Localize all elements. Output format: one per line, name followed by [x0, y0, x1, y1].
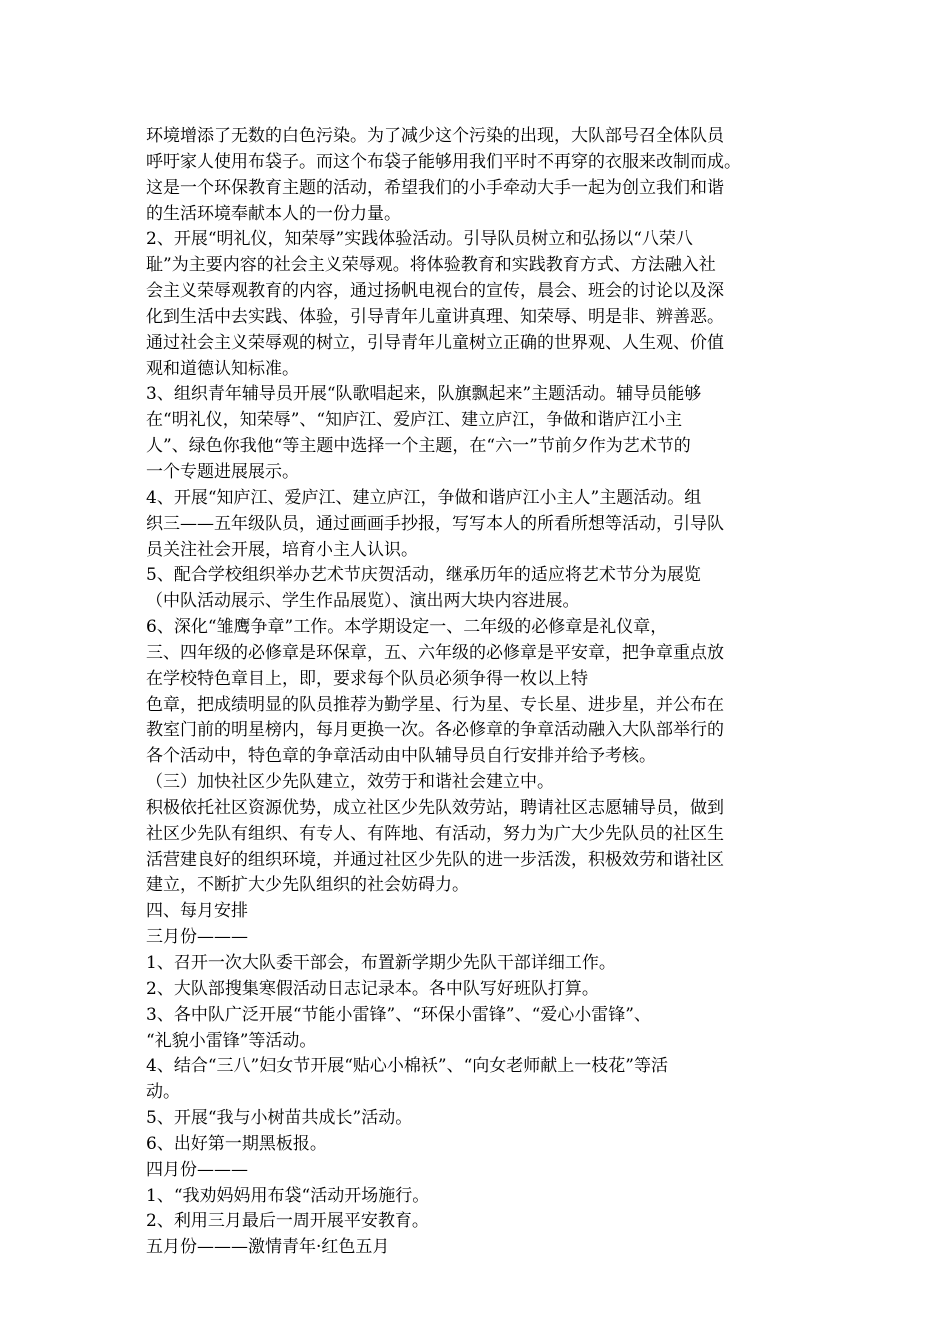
text-line: 在“明礼仪，知荣辱”、“知庐江、爱庐江、建立庐江，争做和谐庐江小主 [146, 410, 683, 431]
text-line: 建立，不断扩大少先队组织的社会妨碍力。 [146, 875, 469, 896]
section-heading: （三）加快社区少先队建立，效劳于和谐社会建立中。 [146, 772, 554, 793]
text-line: 教室门前的明星榜内，每月更换一次。各必修章的争章活动融入大队部举行的 [146, 720, 724, 741]
text-line: 1、“我劝妈妈用布袋“活动开场施行。 [146, 1185, 430, 1206]
text-line: 通过社会主义荣辱观的树立，引导青年儿童树立正确的世界观、人生观、价值 [146, 332, 724, 353]
text-line: 6、出好第一期黑板报。 [146, 1133, 327, 1154]
text-line: 人”、绿色你我他“等主题中选择一个主题，在“六一”节前夕作为艺术节的 [146, 436, 691, 457]
text-line: 一个专题进展展示。 [146, 461, 299, 482]
text-line: 活营建良好的组织环境，并通过社区少先队的进一步活泼，积极效劳和谐社区 [146, 849, 724, 870]
text-line: 5、开展“我与小树苗共成长”活动。 [146, 1108, 413, 1129]
section-heading: 四、每月安排 [146, 901, 248, 922]
text-line: 耻”为主要内容的社会主义荣辱观。将体验教育和实践教育方式、方法融入社 [146, 255, 716, 276]
month-heading: 四月份——— [146, 1159, 248, 1180]
text-line: 这是一个环保教育主题的活动，希望我们的小手牵动大手一起为创立我们和谐 [146, 177, 724, 198]
text-line: 3、各中队广泛开展“节能小雷锋”、“环保小雷锋”、“爱心小雷锋”、 [146, 1004, 651, 1025]
text-line: “礼貌小雷锋”等活动。 [146, 1030, 317, 1051]
text-line: 2、开展“明礼仪，知荣辱”实践体验活动。引导队员树立和弘扬以“八荣八 [146, 229, 693, 250]
text-line: 各个活动中，特色章的争章活动由中队辅导员自行安排并给予考核。 [146, 746, 656, 767]
text-line: （中队活动展示、学生作品展览）、演出两大块内容进展。 [146, 591, 580, 612]
text-line: 5、配合学校组织举办艺术节庆贺活动，继承历年的适应将艺术节分为展览 [146, 565, 701, 586]
text-line: 动。 [146, 1082, 180, 1103]
month-heading: 五月份———激情青年·红色五月 [146, 1237, 390, 1258]
month-heading: 三月份——— [146, 927, 248, 948]
text-line: 6、深化“雏鹰争章”工作。本学期设定一、二年级的必修章是礼仪章， [146, 617, 668, 638]
text-line: 2、利用三月最后一周开展平安教育。 [146, 1211, 429, 1232]
text-line: 积极依托社区资源优势，成立社区少先队效劳站，聘请社区志愿辅导员，做到 [146, 797, 724, 818]
text-line: 3、组织青年辅导员开展“队歌唱起来，队旗飘起来”主题活动。辅导员能够 [146, 384, 702, 405]
text-line: 色章，把成绩明显的队员推荐为勤学星、行为星、专长星、进步星，并公布在 [146, 694, 724, 715]
text-line: 员关注社会开展，培育小主人认识。 [146, 539, 418, 560]
text-line: 2、大队部搜集寒假活动日志记录本。各中队写好班队打算。 [146, 978, 599, 999]
document-body [146, 124, 816, 1261]
text-line: 在学校特色章目上，即，要求每个队员必须争得一枚以上特 [146, 668, 588, 689]
text-line: 观和道德认知标准。 [146, 358, 299, 379]
text-line: 会主义荣辱观教育的内容，通过扬帆电视台的宣传，晨会、班会的讨论以及深 [146, 281, 724, 302]
text-line: 的生活环境奉献本人的一份力量。 [146, 203, 401, 224]
text-line: 社区少先队有组织、有专人、有阵地、有活动，努力为广大少先队员的社区生 [146, 823, 724, 844]
text-line: 呼吁家人使用布袋子。而这个布袋子能够用我们平时不再穿的衣服来改制而成。 [146, 151, 741, 172]
text-line: 4、开展“知庐江、爱庐江、建立庐江，争做和谐庐江小主人”主题活动。组 [146, 487, 702, 508]
text-line: 1、召开一次大队委干部会，布置新学期少先队干部详细工作。 [146, 953, 616, 973]
text-line: 化到生活中去实践、体验，引导青年儿童讲真理、知荣辱、明是非、辨善恶。 [146, 306, 724, 327]
text-line: 织三——五年级队员，通过画画手抄报，写写本人的所看所想等活动，引导队 [146, 513, 724, 534]
text-line: 环境增添了无数的白色污染。为了减少这个污染的出现，大队部号召全体队员 [146, 126, 724, 146]
text-line: 4、结合“三八”妇女节开展“贴心小棉袄”、“向女老师献上一枝花”等活 [146, 1056, 668, 1077]
text-line: 三、四年级的必修章是环保章，五、六年级的必修章是平安章，把争章重点放 [146, 642, 724, 663]
